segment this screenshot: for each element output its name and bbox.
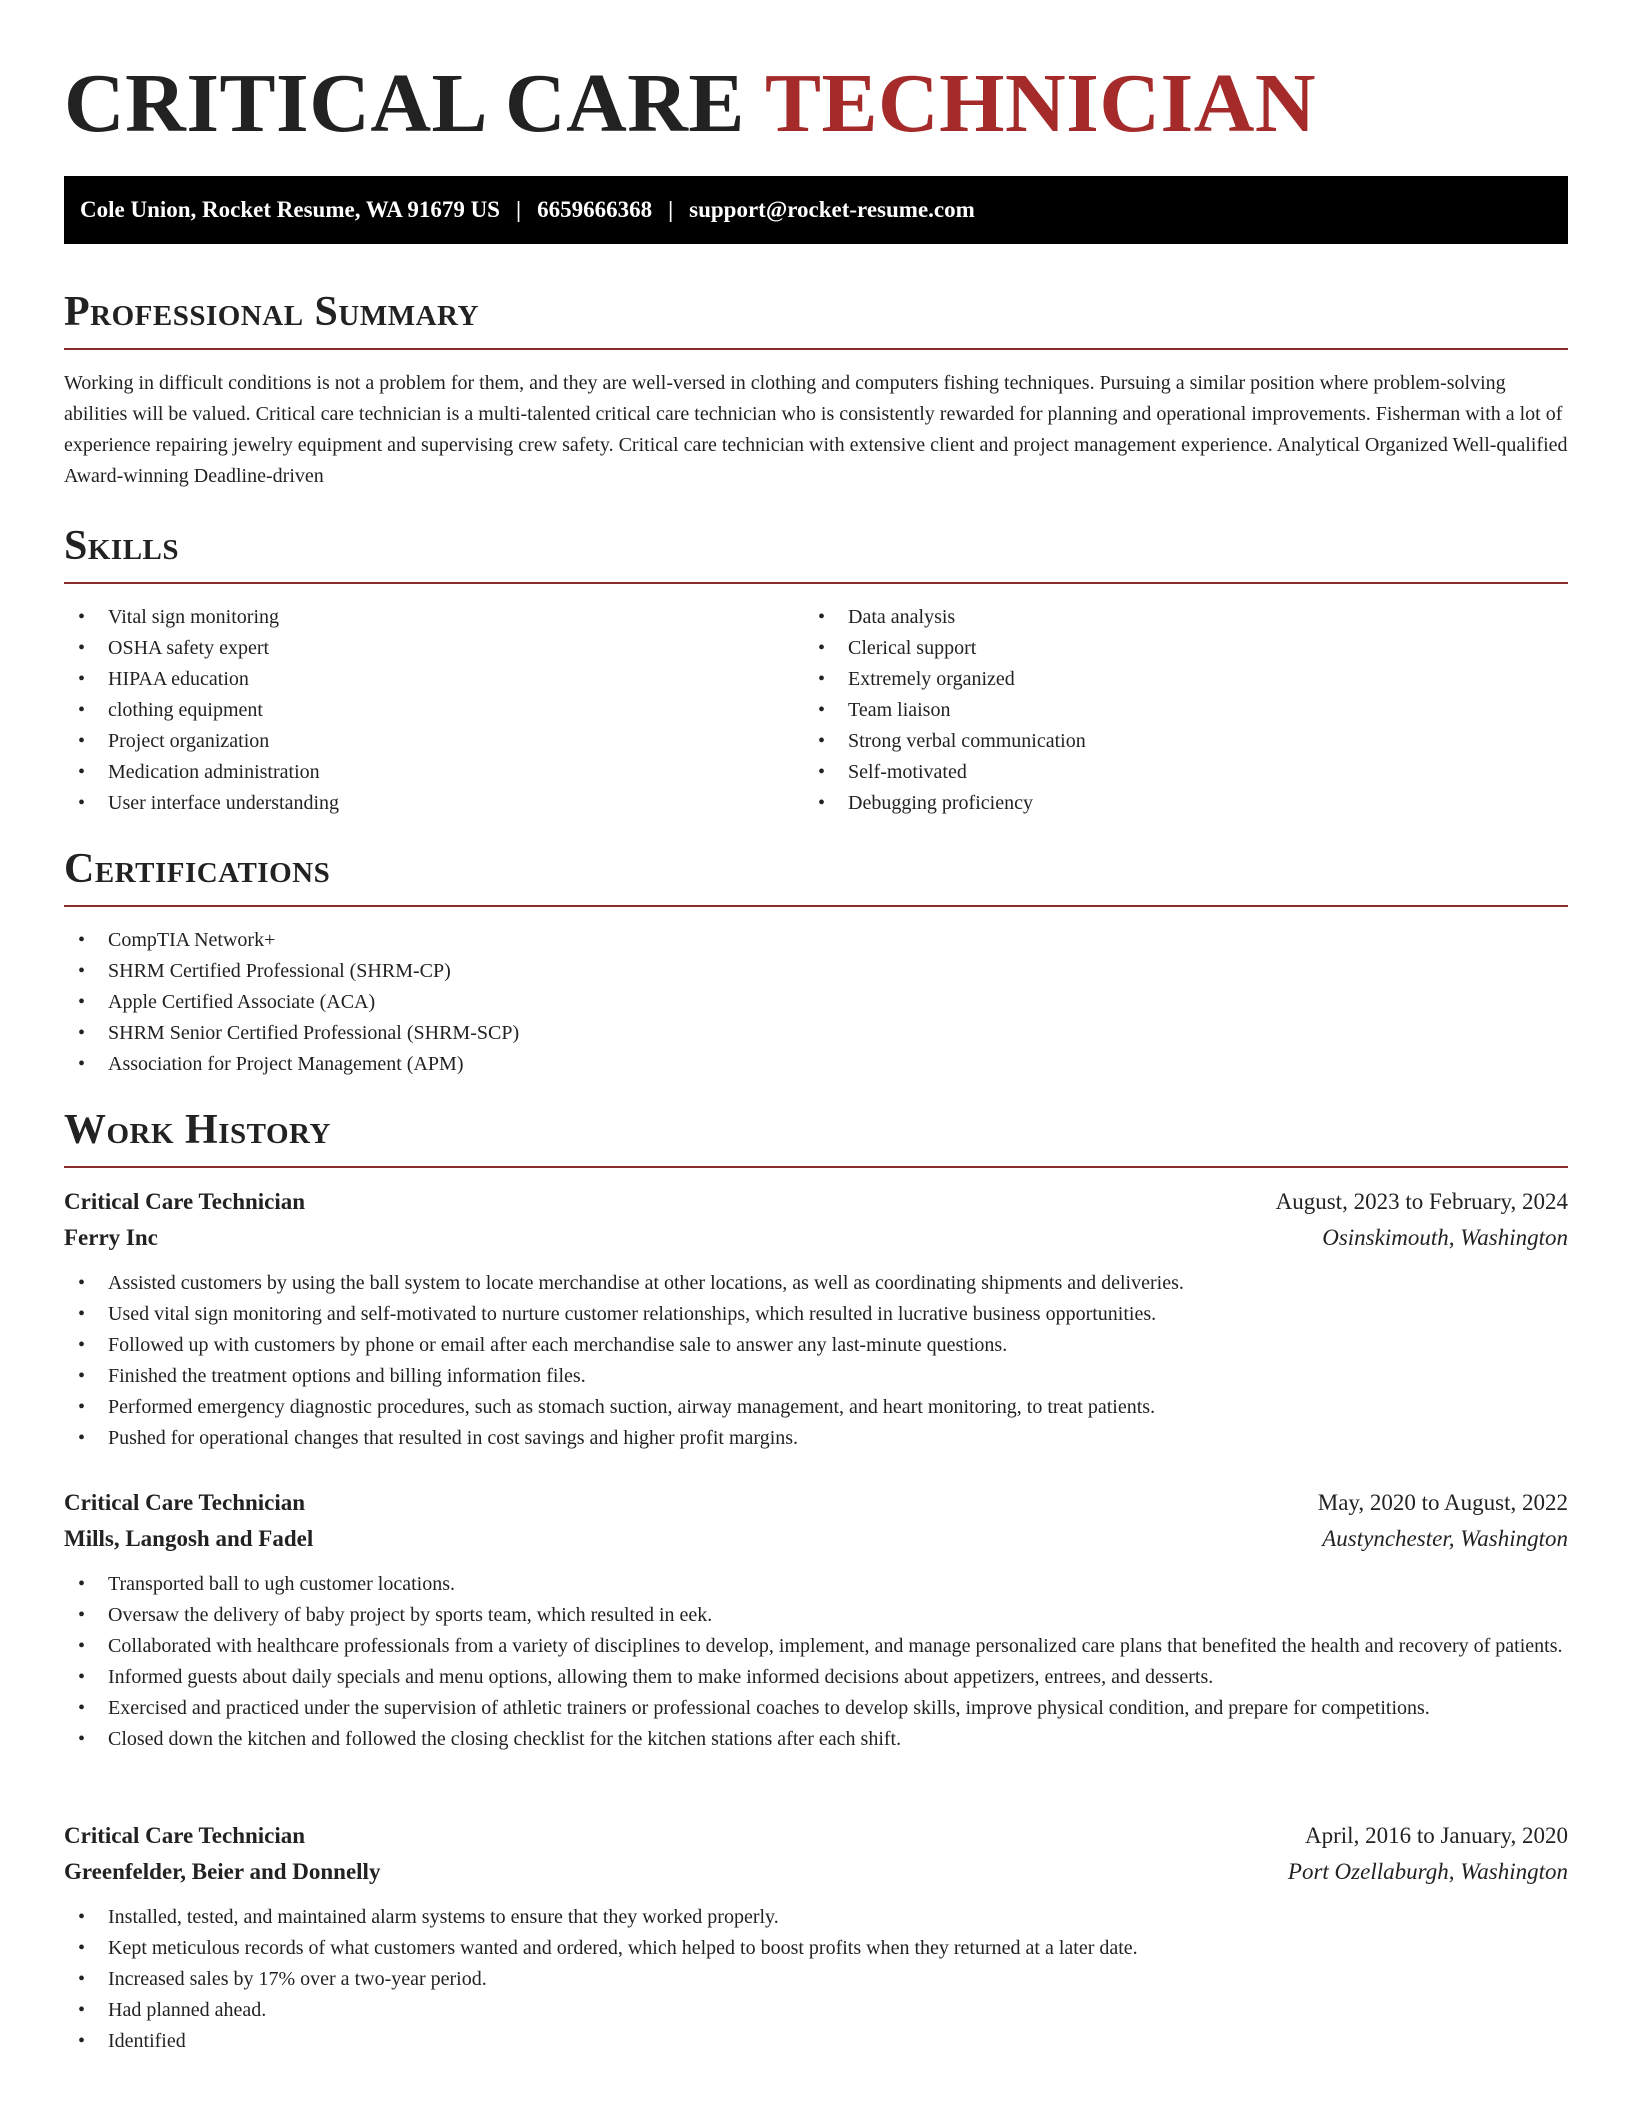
skill-item: • Team liaison [804,695,1544,726]
job-bullet: • Informed guests about daily specials and menu options, allowing them to make informed decisions about appetizers, entrees, and desserts. [64,1662,1568,1693]
summary-section [64,286,1568,492]
certification-item: • SHRM Certified Professional (SHRM-CP) [64,956,1568,987]
job-bullet: • Finished the treatment options and billing information files. [64,1361,1568,1392]
skill-item: • Clerical support [804,633,1544,664]
skill-item: • Project organization [64,726,804,757]
certifications-list [64,925,1568,1080]
contact-phone[interactable]: 6659666368 [537,197,653,222]
title-accent: TECHNICIAN [764,57,1317,150]
skills-list-left [64,602,804,819]
job-bullet: • Exercised and practiced under the supervision of athletic trainers or professional coaches to develop skills, improve physical condition, and prepare for competitions. [64,1693,1568,1724]
skill-item: • OSHA safety expert [64,633,804,664]
job-bullet: • Installed, tested, and maintained alarm systems to ensure that they worked properly. [64,1902,1568,1933]
job-bullet: • Oversaw the delivery of baby project by sports team, which resulted in eek. [64,1600,1568,1631]
job-bullet: • Assisted customers by using the ball system to locate merchandise at other locations, as well as coordinating shipments and deliveries. [64,1268,1568,1299]
job-title: Critical Care Technician [64,1189,306,1214]
job-bullet: • Performed emergency diagnostic procedures, such as stomach suction, airway management, and heart monitoring, to treat patients. [64,1392,1568,1423]
job-company: Greenfelder, Beier and Donnelly [64,1859,381,1884]
job-bullet: • Collaborated with healthcare professionals from a variety of disciplines to develop, implement, and manage personalized care plans that benefited the health and recovery of patients. [64,1631,1568,1662]
certification-item: • CompTIA Network+ [64,925,1568,956]
skill-item: • Vital sign monitoring [64,602,804,633]
skill-item: • Extremely organized [804,664,1544,695]
job-bullet: • Transported ball to ugh customer locations. [64,1569,1568,1600]
job-bullet: • Kept meticulous records of what customers wanted and ordered, which helped to boost profits when they returned at a later date. [64,1933,1568,1964]
skill-item: • Data analysis [804,602,1544,633]
skills-grid [64,602,1568,819]
work-history-heading: Work History [64,1104,1568,1168]
job-location: Osinskimouth, Washington [1322,1225,1568,1250]
summary-text: Working in difficult conditions is not a problem for them, and they are well-versed in clothing and computers fishing techniques. Pursuing a similar position where problem-solving abilities will be valued. Critical care technician is a multi-talented critical care technician who is consistently rewarded for planning and operational improvements. Fisherman with a lot of experience repairing jewelry equipment and supervising crew safety. Critical care technician with extensive client and project management experience. Analytical Organized Well-qualified Award-winning Deadline-driven [64,372,1568,487]
job-entry [64,1485,1568,1755]
job-company: Ferry Inc [64,1225,158,1250]
skills-list-right [804,602,1544,819]
job-bullets [64,1569,1568,1755]
skill-item: • Medication administration [64,757,804,788]
certification-item: • Apple Certified Associate (ACA) [64,987,1568,1018]
job-title: Critical Care Technician [64,1490,306,1515]
skill-item: • Self-motivated [804,757,1544,788]
certifications-section [64,843,1568,1080]
job-bullet: • Followed up with customers by phone or email after each merchandise sale to answer any last-minute questions. [64,1330,1568,1361]
job-bullets [64,1268,1568,1454]
contact-email[interactable]: support@rocket-resume.com [689,197,975,222]
job-bullets [64,1902,1568,2057]
job-bullet: • Increased sales by 17% over a two-year period. [64,1964,1568,1995]
skill-item: • Debugging proficiency [804,788,1544,819]
resume-title [64,56,1568,152]
work-history-section [64,1104,1568,1168]
job-bullet: • Closed down the kitchen and followed the closing checklist for the kitchen stations after each shift. [64,1724,1568,1755]
skills-section [64,520,1568,819]
job-location: Austynchester, Washington [1322,1526,1568,1551]
job-dates: April, 2016 to January, 2020 [1305,1823,1568,1848]
job-bullet: • Used vital sign monitoring and self-motivated to nurture customer relationships, which resulted in lucrative business opportunities. [64,1299,1568,1330]
certifications-heading: Certifications [64,843,1568,907]
contact-address: Cole Union, Rocket Resume, WA 91679 US [80,197,500,222]
skill-item: • User interface understanding [64,788,804,819]
job-bullet: • Pushed for operational changes that resulted in cost savings and higher profit margins. [64,1423,1568,1454]
title-main: CRITICAL CARE [64,57,745,150]
certification-item: • Association for Project Management (APM) [64,1049,1568,1080]
certification-item: • SHRM Senior Certified Professional (SHRM-SCP) [64,1018,1568,1049]
job-company: Mills, Langosh and Fadel [64,1526,314,1551]
job-entry [64,1184,1568,1454]
job-bullet: • Had planned ahead. [64,1995,1568,2026]
job-entry [64,1818,1568,2057]
contact-separator: | [668,197,674,222]
skill-item: • clothing equipment [64,695,804,726]
job-dates: August, 2023 to February, 2024 [1275,1189,1568,1214]
contact-separator: | [515,197,522,222]
job-bullet: • Identified [64,2026,1568,2057]
skill-item: • Strong verbal communication [804,726,1544,757]
skills-heading: Skills [64,520,1568,584]
skill-item: • HIPAA education [64,664,804,695]
job-title: Critical Care Technician [64,1823,306,1848]
contact-bar [64,176,1568,244]
job-location: Port Ozellaburgh, Washington [1287,1859,1568,1884]
job-dates: May, 2020 to August, 2022 [1317,1490,1568,1515]
resume-page [64,0,1568,2052]
summary-heading: Professional Summary [64,286,1568,350]
